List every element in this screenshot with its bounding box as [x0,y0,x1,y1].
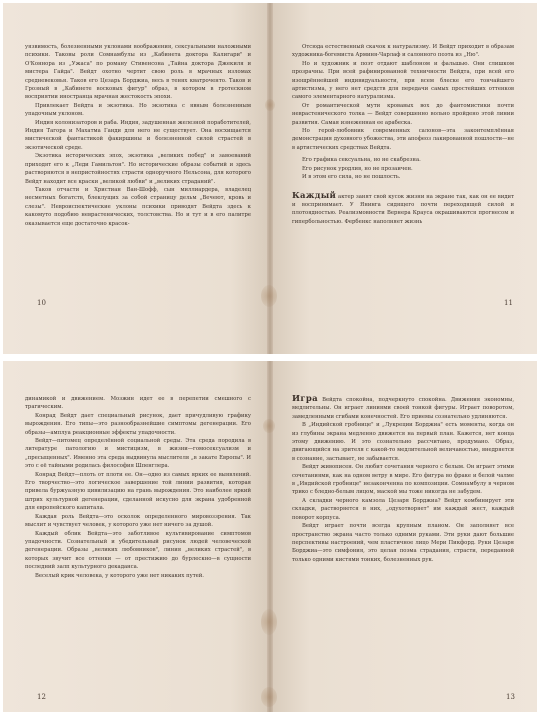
page-11 [270,3,537,354]
paragraph: Но и художник и поэт отдают шаблоном и фальшью. Они слишком прозрачны. При всей рафинированной техничности Вейдта, при всей его изощрённейшей индивидуальности, при всем блеске его тончайшего артистизма, у него нет средств для передачи самых простейших оттенков самого элементарного натурализма. [292,60,514,101]
paragraph: Веселый крик человека, у которого уже нет никаких путей. [35,572,204,579]
spread-pages-12-13 [3,361,537,712]
page-number: 10 [37,299,46,307]
paragraph: Каждая роль Вейдта—это осколок определенного мировоззрения. Так мыслит и чувствует человек, у которого уже нет ничего за душой. [25,513,251,529]
paragraph: Конрад Вейдт—плоть от плоти ее. Он—одно из самых ярких ее выявлений. Его творчество—это логическое завершение той линии развития, которая привела буржуазную цивилизацию на грань вырождения. Это наиболее яркий штрих культурной дегенерации, сделанной искусно для экрана удобренной для европейского капитала. [25,471,251,512]
paragraph-text: актер занят свой кусок жизни на экране так, как он ее видит и воспринимает. У Янинга сидящего почти переходящей силой и плотоядностью. Реализмовности Вернера Крауса окрашиваются прогнесом и гипербольностью. Фербенкс наполняет жизнь [292,193,514,225]
stain [261,285,277,307]
paragraph: Но герой-любовник современных салонов—эта законтемплённая демонстрация духовного убожества, эти апофеоз лакированной пошлости—не в артистических средствах Вейдта. [292,128,514,151]
paragraph: В „Индийской гробнице" и „Лукреции Борджиа" есть моменты, когда он из глубины экрана медленно движется на первый план. Кажется, нет конца этому движению. И это сознательно рассчитано, продумано. Образ, двигающийся на зрителя с какой-то медлительной величавостью, внедряется в сознание, застывает, не забывается. [292,422,514,462]
stain [265,99,275,111]
drop-cap-word: Игра [292,394,318,404]
paragraph: Вейдт—питомец определённой социальной среды. Эта среда породила в литературе патологию и мистицизм, в жизни—гомосексуализм и „пресыщенных". Именно эта среда выдвинула мыслителя „в закате Европы". И это с её тайными родилась философия Шпенглера. [25,438,251,470]
drop-cap-word: Каждый [292,190,337,201]
paragraph: Привлекает Вейдта и экзотика. Но экзотика с явным болезненным упадочным уклоном. [25,102,251,118]
page-12-text [25,395,251,580]
verse-line: Его рисунок уродлив, но не прозаичен. [302,165,413,172]
page-number: 12 [37,693,46,701]
paragraph: Отсюда естественный скачок к натурализму. И Вейдт приходит в образам художника-богемиста Арминя-Чарлаф и салонного поэта из „Ню". [292,44,514,59]
paragraph: динамикой и движением. Мозжин идет ее в перепетии смешного с трагическим. [25,396,251,411]
paragraph [292,395,514,421]
paragraph: уязвимость, болезненными уклонами воображения, сексуальными наложными психики. Таковы роли Сомнамбулы из „Кабинета доктора Калигари" и О'Коннора из „Ужаса" по роману Стивенсона „Тайна доктора Джекиля и мистера Гайда". Вейдт охотно чертит свою роль в мрачных изломах средневековья. Таков его Цезарь Борджиа, весь в тенях кватроченто. Таков и Грозный в „Кабинете восковых фигур" образ, в котором в гротескном восприятии иностранца мрачная жестокость эпохи. [25,44,251,101]
page-12 [3,361,270,712]
paragraph: Вейдт живописен. Он любит сочетания черного с белым. Он играет этими сочетаниями, как на одном ветру в мире. Его фигура во фраке и белой чалме в „Индийской гробнице" незаконченна по композиции. Сомнамбулу в черном трико с бледно-белым лицом, маской мы тоже никогда не забудем. [292,464,514,496]
paragraph: От романтической мути кровавых вох до фантомистики почти неврастенического толка — Вейдт совершенно вольно пройдено этой линии развития. Самая изнеженная ее арабеска. [292,102,514,126]
paragraph [292,192,514,227]
spread-pages-10-11 [3,3,537,354]
stain [261,609,277,635]
page-13-text [292,395,514,564]
page-10 [3,3,270,354]
paragraph: Конрад Вейдт дает специальный рисунок, дает причудливую графику вырождения. Его типы—это разнообразнейшие симптомы дегенерации. Его образы—амплуа реакционные эффекты упадочности. [25,412,251,436]
paragraph: Вейдт играет почти всегда крупным планом. Он заполняет все пространство экрана часто только одними руками. Эти руки дают большие перспективы настроений, чем пластичное лицо Мери Пикфорд. Руки Цезаря Борджиа—это симфония, это целая поэма страдания, страсти, переданной только одними кистями тонких, болезненных рук. [292,523,514,563]
verse-line: Его графика сексуальна, но не скабрезна. [302,157,421,164]
page-13 [270,361,537,712]
page-number: 13 [506,693,515,701]
stain [263,419,275,433]
stain [261,687,277,707]
paragraph: Экзотика исторических эпох, экзотика „великих побед" и завоеваний приходят его к „Леди Гамильтон". Но исторические образы событий и здесь растворяются в непристойностях страсти одноручного Нельсона, для которого Вейдт находит все краски „великой любви" и „великих страданий". [25,153,251,185]
paragraph: А складки черного камзола Цезаря Борджиа? Вейдт комбинирует эти складки, растворяется в них, „одухотворяет" им каждый жест, каждый поворот корпуса. [292,497,514,521]
page-10-text [25,43,251,228]
paragraph: Индия колонизаторов и раба. Индия, задушенная железной поработителей, Индия Тагора и Махатма Ганди для него не существует. Она восхищается мистической фантастикой факиршины и болезненной силой страстей в экзотической среде. [25,119,251,151]
paragraph-text: Вейдта спокойна, подчеркнуто спокойна. Движения экономны, медлительны. Он играет линиями своей тонкой фигуры. Играет поворотом, замедленными сгибами конечностей. Его приемы сознательно удлиняются. [292,397,514,420]
book-gutter [267,361,273,712]
page-number: 11 [504,299,513,307]
page-11-text [292,43,514,226]
verse-line: И в этом его сила, но не пошлость. [302,174,401,181]
paragraph: Каждый облик Вейдта—это заботливое культивирование симптомов упадочности. Сознательный и убедительный рисунок людей человеческой дегенерации. Образы „великих любовников", линия „великих страстей", в которых звучит все оттенки — от престижию до бурлескно—в сущности последний залп культурного декаданса. [25,530,251,571]
paragraph: Таков отчасти и Христиан Ван-Шофф, сын миллиардера, владелец несметных богатств, блеклущих за собой страницу дельм „Вечеют, кровь и слезы". Невроиспектические уклоны психики приводят Вейдта здесь к какомуто подобию неврастенических, толстовства. Но и тут и в его палитре оказывается еще достаточно красок- [25,186,251,227]
